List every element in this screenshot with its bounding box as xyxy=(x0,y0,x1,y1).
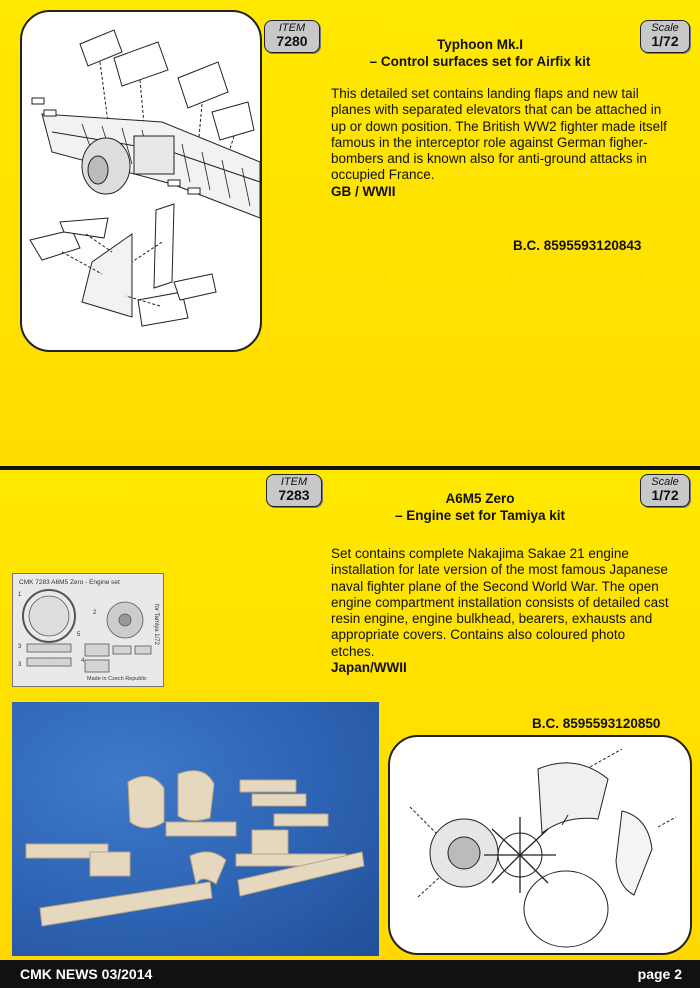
etch-number: 5 xyxy=(77,632,81,638)
product-title xyxy=(330,36,630,70)
scale-badge xyxy=(640,474,690,507)
typhoon-diagram-frame xyxy=(20,10,262,352)
etch-number: 2 xyxy=(93,610,97,616)
item-label: ITEM xyxy=(280,476,308,488)
etch-title: CMK 7283 A6M5 Zero - Engine set xyxy=(19,579,120,586)
description-text: This detailed set contains landing flaps and new tail planes with separated elevators that can be attached in up or down position. The British WW2 fighter made itself famous in the interceptor role against German figher-bombers and is known also for anti-ground attacks in occupied France. xyxy=(331,86,667,183)
item-number: 7280 xyxy=(276,33,308,49)
product-title-name: Typhoon Mk.I xyxy=(437,37,523,52)
origin-tag: Japan/WWII xyxy=(331,660,407,676)
origin-tag: GB / WWII xyxy=(331,183,396,199)
etch-number: 1 xyxy=(18,592,22,598)
scale-label: Scale xyxy=(651,22,679,34)
product-description xyxy=(331,86,669,200)
page-footer xyxy=(0,960,700,988)
etch-number: 3 xyxy=(18,662,22,668)
etch-number: 4 xyxy=(81,658,85,664)
scale-label: Scale xyxy=(651,476,679,488)
etch-number: 3 xyxy=(18,644,22,650)
item-badge xyxy=(264,20,320,53)
engine-diagram-frame xyxy=(388,735,692,955)
engine-parts-diagram xyxy=(390,737,690,953)
etch-side-text: for Tamiya 1/72 xyxy=(153,604,159,645)
footer-page-number: page 2 xyxy=(637,966,682,982)
description-text: Set contains complete Nakajima Sakae 21 engine installation for late version of the most famous Japanese naval fighter plane of the Second World War. The open engine compartment installation consists of detailed cast resin engine, engine bulkhead, bearers, exhausts and appropriate covers. Contains also coloured photo etches. xyxy=(331,546,669,659)
resin-parts-photo xyxy=(12,702,379,956)
scale-value: 1/72 xyxy=(651,33,679,49)
typhoon-parts-diagram xyxy=(22,12,260,350)
product-title xyxy=(330,490,630,524)
item-label: ITEM xyxy=(278,22,306,34)
footer-issue: CMK NEWS 03/2014 xyxy=(20,966,153,982)
etch-made-text: Made in Czech Republic xyxy=(87,676,147,682)
item-badge xyxy=(266,474,322,507)
barcode: B.C. 8595593120843 xyxy=(513,238,642,253)
product-description xyxy=(331,546,669,676)
product-title-subtitle: – Control surfaces set for Airfix kit xyxy=(369,54,591,69)
product-title-subtitle: – Engine set for Tamiya kit xyxy=(394,508,566,523)
barcode: B.C. 8595593120850 xyxy=(532,716,661,731)
product-title-name: A6M5 Zero xyxy=(445,491,515,506)
scale-value: 1/72 xyxy=(651,487,679,503)
item-number: 7283 xyxy=(278,487,310,503)
photo-etch-fret xyxy=(12,573,164,687)
scale-badge xyxy=(640,20,690,53)
